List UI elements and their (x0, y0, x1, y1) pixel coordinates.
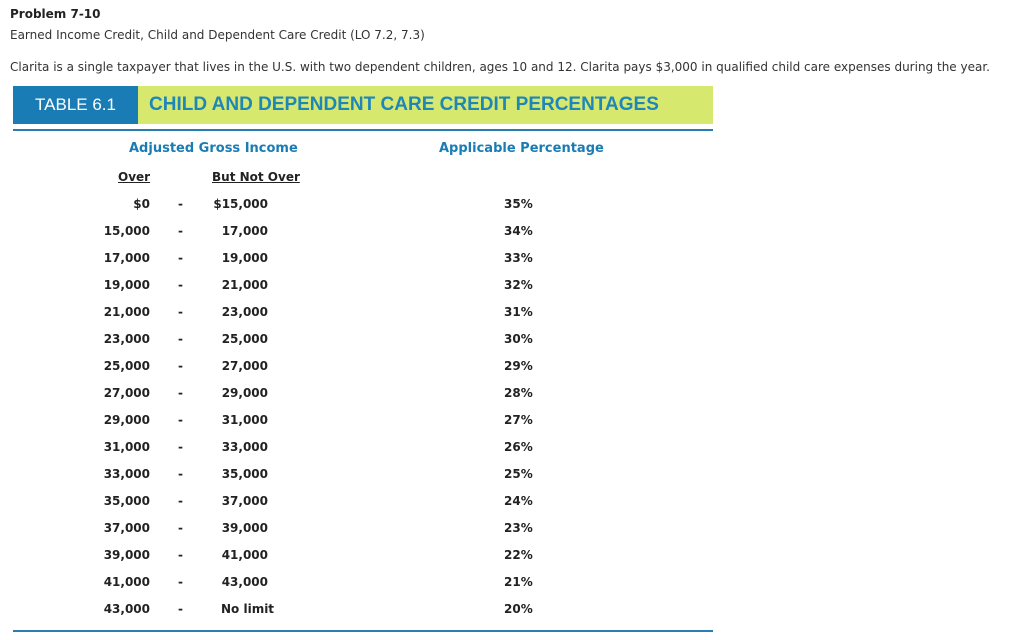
table-row (0, 541, 720, 568)
table-row (0, 460, 720, 487)
table-row (0, 217, 720, 244)
cell-but-not-over: 19,000 (221, 251, 268, 265)
cell-percentage: 33% (504, 251, 533, 265)
cell-but-not-over: No limit (221, 602, 275, 616)
cell-but-not-over: 39,000 (221, 521, 268, 535)
cell-over: 33,000 (103, 467, 150, 481)
cell-but-not-over: 23,000 (221, 305, 268, 319)
cell-dash: - (178, 602, 183, 616)
cell-dash: - (178, 521, 183, 535)
cell-dash: - (178, 224, 183, 238)
cell-but-not-over: 25,000 (221, 332, 268, 346)
table-body (0, 190, 720, 622)
cell-percentage: 25% (504, 467, 533, 481)
cell-percentage: 22% (504, 548, 533, 562)
header-applicable-percentage: Applicable Percentage (439, 141, 604, 156)
cell-over: 19,000 (103, 278, 150, 292)
cell-over: 29,000 (103, 413, 150, 427)
cell-over: 25,000 (103, 359, 150, 373)
cell-over: $0 (133, 197, 150, 211)
cell-dash: - (178, 278, 183, 292)
table-label: TABLE 6.1 (13, 86, 138, 124)
cell-percentage: 26% (504, 440, 533, 454)
cell-dash: - (178, 305, 183, 319)
cell-over: 35,000 (103, 494, 150, 508)
cell-percentage: 35% (504, 197, 533, 211)
table-row (0, 244, 720, 271)
table-row (0, 352, 720, 379)
cell-over: 15,000 (103, 224, 150, 238)
cell-over: 23,000 (103, 332, 150, 346)
subheader-over: Over (118, 170, 151, 184)
problem-subtitle: Earned Income Credit, Child and Dependent Care Credit (LO 7.2, 7.3) (10, 28, 425, 42)
cell-but-not-over: $15,000 (213, 197, 268, 211)
cell-dash: - (178, 332, 183, 346)
table-bottom-rule (13, 630, 713, 632)
cell-percentage: 29% (504, 359, 533, 373)
cell-dash: - (178, 197, 183, 211)
table-row (0, 433, 720, 460)
table-row (0, 379, 720, 406)
cell-dash: - (178, 575, 183, 589)
cell-percentage: 21% (504, 575, 533, 589)
cell-dash: - (178, 494, 183, 508)
cell-percentage: 24% (504, 494, 533, 508)
cell-over: 41,000 (103, 575, 150, 589)
table-top-rule (13, 129, 713, 131)
problem-text: Clarita is a single taxpayer that lives in the U.S. with two dependent children, ages 10 and 12. Clarita pays $3,000 in qualified child care expenses during the year. (10, 60, 990, 74)
cell-dash: - (178, 359, 183, 373)
cell-but-not-over: 37,000 (221, 494, 268, 508)
table-row (0, 595, 720, 622)
table-row (0, 406, 720, 433)
cell-percentage: 34% (504, 224, 533, 238)
cell-but-not-over: 17,000 (221, 224, 268, 238)
table-row (0, 514, 720, 541)
cell-but-not-over: 29,000 (221, 386, 268, 400)
cell-but-not-over: 35,000 (221, 467, 268, 481)
cell-percentage: 32% (504, 278, 533, 292)
table-row (0, 487, 720, 514)
cell-but-not-over: 33,000 (221, 440, 268, 454)
cell-over: 17,000 (103, 251, 150, 265)
cell-but-not-over: 21,000 (221, 278, 268, 292)
cell-but-not-over: 43,000 (221, 575, 268, 589)
table-row (0, 568, 720, 595)
table-row (0, 190, 720, 217)
cell-over: 39,000 (103, 548, 150, 562)
cell-but-not-over: 31,000 (221, 413, 268, 427)
subheader-but-not-over: But Not Over (212, 170, 300, 184)
table-row (0, 271, 720, 298)
cell-percentage: 27% (504, 413, 533, 427)
cell-dash: - (178, 386, 183, 400)
cell-over: 43,000 (103, 602, 150, 616)
cell-over: 31,000 (103, 440, 150, 454)
cell-percentage: 28% (504, 386, 533, 400)
cell-over: 27,000 (103, 386, 150, 400)
cell-over: 21,000 (103, 305, 150, 319)
cell-percentage: 31% (504, 305, 533, 319)
cell-dash: - (178, 251, 183, 265)
cell-percentage: 23% (504, 521, 533, 535)
cell-but-not-over: 27,000 (221, 359, 268, 373)
cell-dash: - (178, 467, 183, 481)
header-agi: Adjusted Gross Income (129, 141, 298, 156)
table-title: CHILD AND DEPENDENT CARE CREDIT PERCENTAGES (138, 86, 713, 124)
cell-dash: - (178, 413, 183, 427)
problem-title: Problem 7-10 (10, 7, 101, 21)
cell-dash: - (178, 440, 183, 454)
cell-dash: - (178, 548, 183, 562)
cell-percentage: 30% (504, 332, 533, 346)
table-row (0, 325, 720, 352)
cell-over: 37,000 (103, 521, 150, 535)
cell-percentage: 20% (504, 602, 533, 616)
cell-but-not-over: 41,000 (221, 548, 268, 562)
table-row (0, 298, 720, 325)
